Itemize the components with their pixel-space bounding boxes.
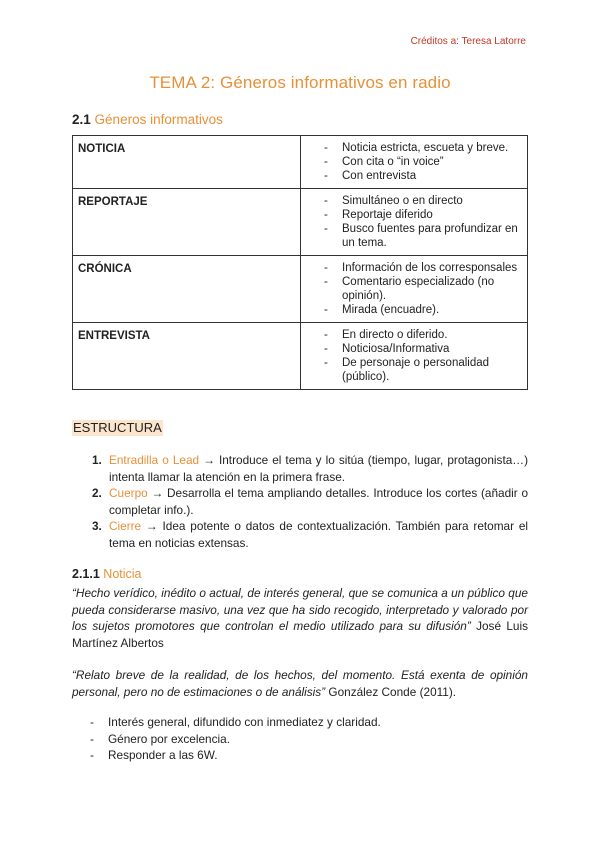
structure-steps <box>92 452 528 551</box>
list-item: - Género por excelencia. <box>72 731 528 748</box>
genre-details <box>301 189 528 256</box>
quote-text: “Relato breve de la realidad, de los hechos, del momento. Está exenta de opinión personal, pero no de estimaciones o de análisis” <box>72 668 528 699</box>
page-title: TEMA 2: Géneros informativos en radio <box>149 73 451 92</box>
section-title: Géneros informativos <box>94 112 223 127</box>
list-item <box>92 452 528 485</box>
quote-block <box>72 667 528 700</box>
list-item: - Con cita o “in voice” <box>306 155 521 169</box>
list-item: - Simultáneo o en directo <box>306 194 521 208</box>
list-item: - Responder a las 6W. <box>72 747 528 764</box>
subsection-title: Noticia <box>103 567 142 581</box>
list-item: - Reportaje diferido <box>306 208 521 222</box>
table-row <box>73 189 528 256</box>
list-item: - Con entrevista <box>306 169 521 183</box>
table-row <box>73 256 528 323</box>
list-item: - Noticia estricta, escueta y breve. <box>306 141 521 155</box>
genre-name: CRÓNICA <box>73 256 301 323</box>
section-number: 2.1 <box>72 112 91 127</box>
features-list <box>72 714 528 764</box>
arrow-icon: → <box>145 519 158 533</box>
genre-name: REPORTAJE <box>73 189 301 256</box>
list-item <box>92 485 528 518</box>
credits: Créditos a: Teresa Latorre <box>410 36 526 47</box>
step-text: Introduce el tema y lo sitúa (tiempo, lugar, protagonista…) intenta llamar la atención en la primera frase. <box>109 453 529 484</box>
step-term: Cierre <box>109 519 142 533</box>
step-number: 2. <box>92 486 102 500</box>
list-item: - De personaje o personalidad (público). <box>306 356 521 384</box>
quote-text: “Hecho verídico, inédito o actual, de interés general, que se comunica a un público que pueda considerarse masivo, una vez que ha sido recogido, interpretado y valorado por los sujetos promotores que controlan el medio utilizado para su difusión” <box>72 586 528 633</box>
list-item: - Comentario especializado (no opinión). <box>306 275 521 303</box>
genre-details <box>301 256 528 323</box>
list-item <box>92 518 528 551</box>
subsection-heading <box>72 567 142 581</box>
step-term: Cuerpo <box>109 486 148 500</box>
genres-table <box>72 135 528 390</box>
section-heading <box>72 112 223 127</box>
list-item: - Información de los corresponsales <box>306 261 521 275</box>
list-item: - Noticiosa/Informativa <box>306 342 521 356</box>
quote-author: González Conde (2011). <box>325 684 457 699</box>
table-row <box>73 323 528 390</box>
genre-name: ENTREVISTA <box>73 323 301 390</box>
genre-details <box>301 323 528 390</box>
arrow-icon: → <box>151 486 164 500</box>
step-number: 1. <box>92 453 102 467</box>
genre-details <box>301 136 528 189</box>
genre-name: NOTICIA <box>73 136 301 189</box>
list-item: - En directo o diferido. <box>306 328 521 342</box>
list-item: - Busco fuentes para profundizar en un tema. <box>306 222 521 250</box>
step-term: Entradilla o Lead <box>109 453 200 467</box>
step-text: Idea potente o datos de contextualización. También para retomar el tema en noticias extensas. <box>109 519 529 550</box>
table-row <box>73 136 528 189</box>
step-text: Desarrolla el tema ampliando detalles. Introduce los cortes (añadir o completar info.). <box>109 486 529 517</box>
structure-heading: ESTRUCTURA <box>73 420 162 435</box>
quote-block <box>72 585 528 651</box>
subsection-number: 2.1.1 <box>72 567 100 581</box>
arrow-icon: → <box>203 453 215 467</box>
list-item: - Mirada (encuadre). <box>306 303 521 317</box>
step-number: 3. <box>92 519 102 533</box>
list-item: - Interés general, difundido con inmediatez y claridad. <box>72 714 528 731</box>
quote-author: José Luis Martínez Albertos <box>72 619 528 650</box>
